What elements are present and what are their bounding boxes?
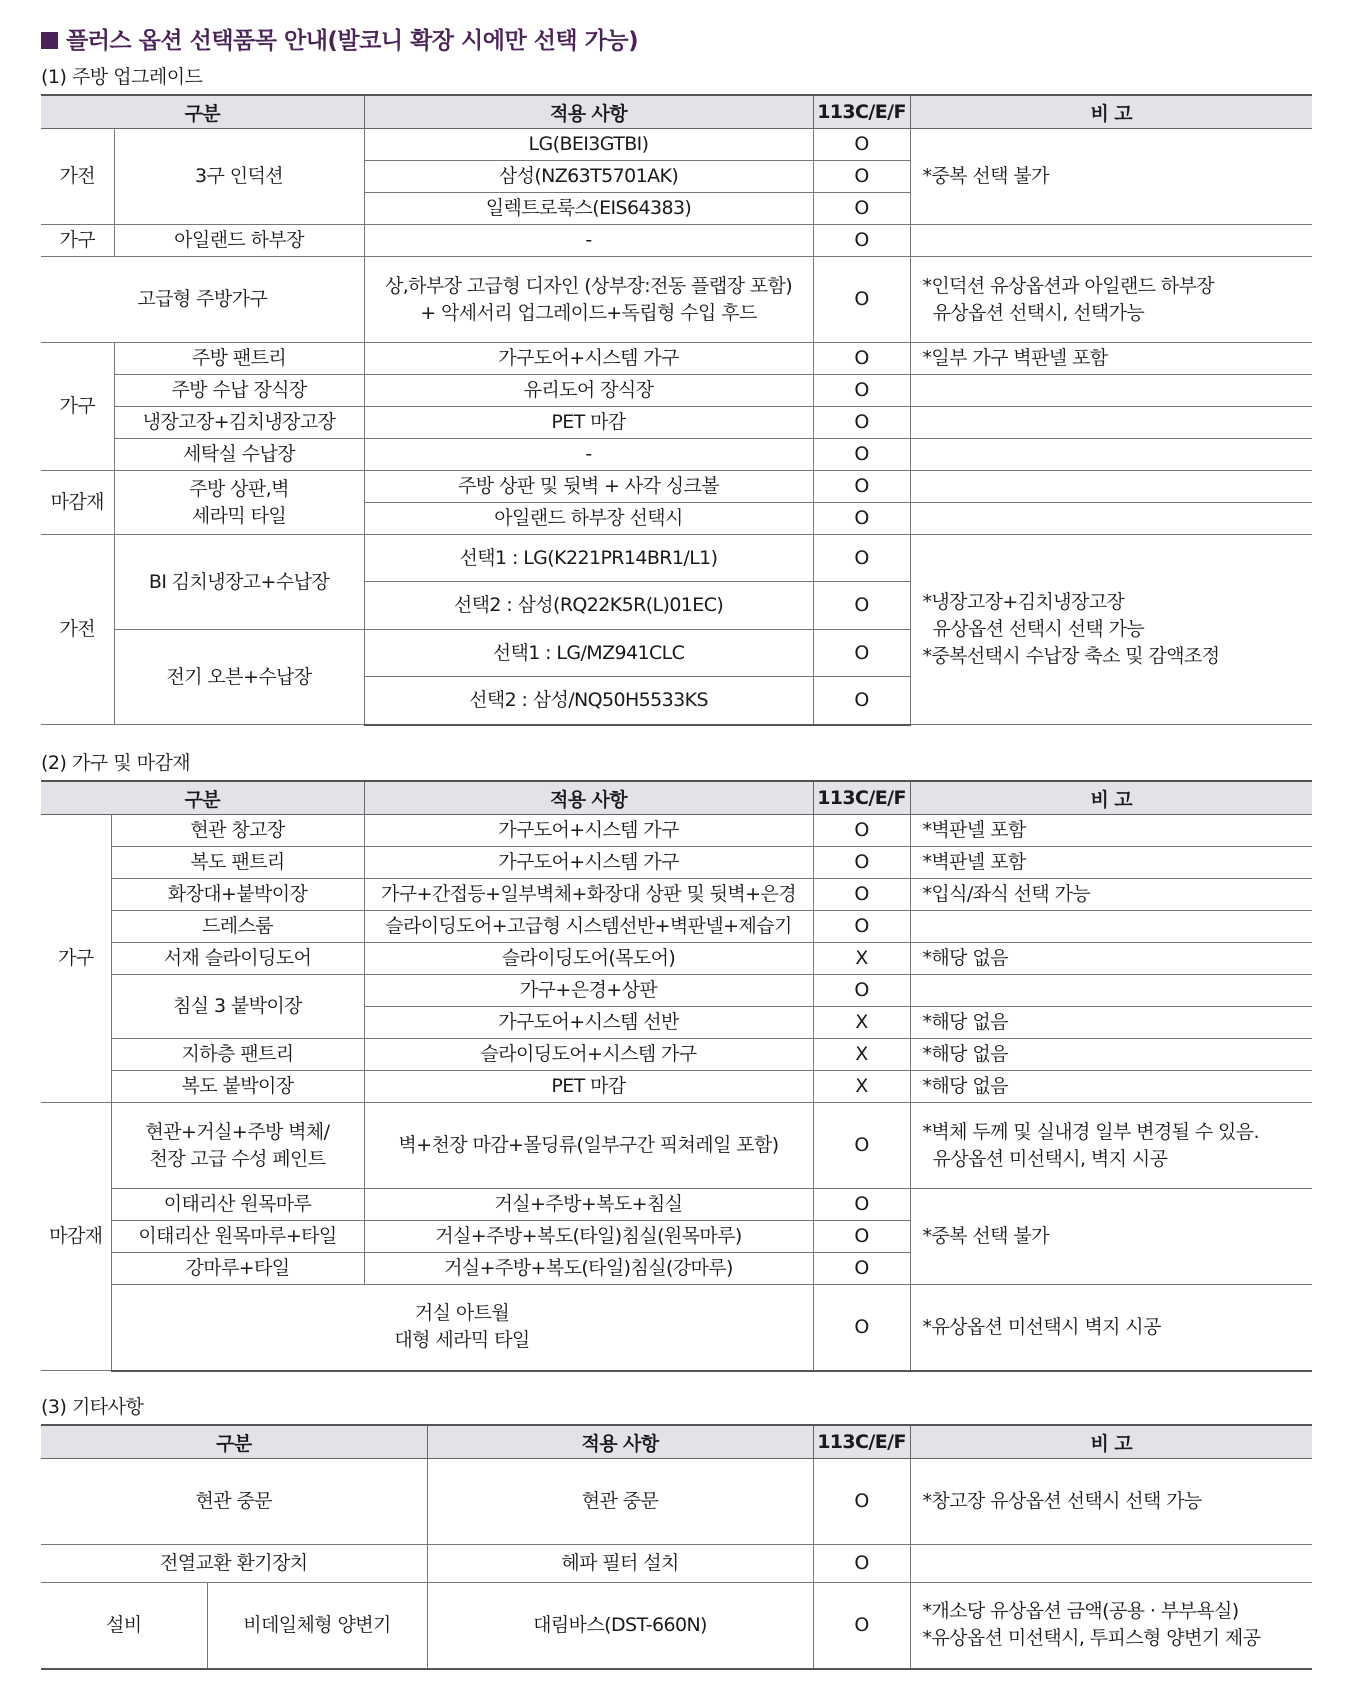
item-cell: 주방 수납 장식장 [114, 375, 364, 407]
note-cell: *창고장 유상옵션 선택시 선택 가능 [910, 1459, 1312, 1545]
item-cell: 침실 3 붙박이장 [111, 975, 364, 1039]
table-row [41, 439, 1312, 471]
table-row [41, 975, 1312, 1007]
mark-cell: O [813, 582, 910, 630]
header-type: 113C/E/F [813, 95, 910, 129]
header-gubun: 구분 [41, 1425, 427, 1459]
mark-cell: O [813, 129, 910, 161]
mark-cell: O [813, 1285, 910, 1371]
table-row [41, 471, 1312, 503]
apply-cell: 현관 중문 [427, 1459, 813, 1545]
note-cell: *냉장고장+김치냉장고장 유상옵션 선택시 선택 가능 *중복선택시 수납장 축소 및 감액조정 [910, 535, 1312, 725]
header-note: 비 고 [910, 781, 1312, 815]
mark-cell: O [813, 471, 910, 503]
item-cell: 아일랜드 하부장 [114, 225, 364, 257]
header-note: 비 고 [910, 1425, 1312, 1459]
item-cell: 전열교환 환기장치 [41, 1545, 427, 1583]
note-cell [910, 911, 1312, 943]
note-cell [910, 375, 1312, 407]
table-row [41, 1071, 1312, 1103]
apply-cell: 벽+천장 마감+몰딩류(일부구간 픽쳐레일 포함) [364, 1103, 813, 1189]
table-row [41, 1545, 1312, 1583]
header-apply: 적용 사항 [364, 781, 813, 815]
apply-cell: PET 마감 [364, 1071, 813, 1103]
apply-cell: 거실+주방+복도(타일)침실(원목마루) [364, 1221, 813, 1253]
apply-cell: 가구도어+시스템 선반 [364, 1007, 813, 1039]
category-cell: 마감재 [41, 471, 114, 535]
note-cell: *해당 없음 [910, 1039, 1312, 1071]
kitchen-upgrade-table [41, 94, 1312, 726]
header-note: 비 고 [910, 95, 1312, 129]
note-cell: *개소당 유상옵션 금액(공용 · 부부욕실) *유상옵션 미선택시, 투피스형 양변기 제공 [910, 1583, 1312, 1669]
note-cell: *인덕션 유상옵션과 아일랜드 하부장 유상옵션 선택시, 선택가능 [910, 257, 1312, 343]
note-cell: *유상옵션 미선택시 벽지 시공 [910, 1285, 1312, 1371]
apply-cell: 거실+주방+복도(타일)침실(강마루) [364, 1253, 813, 1285]
category-cell: 설비 [41, 1583, 207, 1669]
header-apply: 적용 사항 [364, 95, 813, 129]
item-cell: 현관+거실+주방 벽체/ 천장 고급 수성 페인트 [111, 1103, 364, 1189]
item-cell: 거실 아트월 대형 세라믹 타일 [111, 1285, 813, 1371]
header-apply: 적용 사항 [427, 1425, 813, 1459]
apply-cell: LG(BEI3GTBI) [364, 129, 813, 161]
item-cell: 현관 창고장 [111, 815, 364, 847]
apply-cell: 선택2 : 삼성/NQ50H5533KS [364, 677, 813, 725]
item-cell: 세탁실 수납장 [114, 439, 364, 471]
note-cell: *중복 선택 불가 [910, 1189, 1312, 1285]
apply-cell: 아일랜드 하부장 선택시 [364, 503, 813, 535]
mark-cell: O [813, 1189, 910, 1221]
apply-cell: 슬라이딩도어+시스템 가구 [364, 1039, 813, 1071]
mark-cell: O [813, 439, 910, 471]
apply-cell: 선택1 : LG/MZ941CLC [364, 630, 813, 677]
item-cell: 냉장고장+김치냉장고장 [114, 407, 364, 439]
mark-cell: O [813, 1103, 910, 1189]
apply-cell: 헤파 필터 설치 [427, 1545, 813, 1583]
item-cell: BI 김치냉장고+수납장 [114, 535, 364, 630]
mark-cell: O [813, 1221, 910, 1253]
mark-cell: X [813, 1071, 910, 1103]
mark-cell: O [813, 343, 910, 375]
apply-cell: 상,하부장 고급형 디자인 (상부장:전동 플랩장 포함) + 악세서리 업그레이드+독립형 수입 후드 [364, 257, 813, 343]
mark-cell: X [813, 1007, 910, 1039]
apply-cell: 가구+간접등+일부벽체+화장대 상판 및 뒷벽+은경 [364, 879, 813, 911]
header-gubun: 구분 [41, 781, 364, 815]
table-row [41, 847, 1312, 879]
item-cell: 주방 팬트리 [114, 343, 364, 375]
item-cell: 드레스룸 [111, 911, 364, 943]
table-row [41, 943, 1312, 975]
furniture-finish-table [41, 780, 1312, 1372]
note-cell: *해당 없음 [910, 1071, 1312, 1103]
note-cell: *일부 가구 벽판넬 포함 [910, 343, 1312, 375]
item-cell: 복도 팬트리 [111, 847, 364, 879]
mark-cell: O [813, 503, 910, 535]
table-row [41, 1285, 1312, 1371]
section-1-heading: (1) 주방 업그레이드 [41, 66, 203, 88]
item-cell: 주방 상판,벽 세라믹 타일 [114, 471, 364, 535]
apply-cell: PET 마감 [364, 407, 813, 439]
mark-cell: O [813, 911, 910, 943]
mark-cell: O [813, 847, 910, 879]
note-cell: *벽체 두께 및 실내경 일부 변경될 수 있음. 유상옵션 미선택시, 벽지 시공 [910, 1103, 1312, 1189]
note-cell: *해당 없음 [910, 1007, 1312, 1039]
table-row [41, 1459, 1312, 1545]
table-row [41, 535, 1312, 582]
table-row [41, 1103, 1312, 1189]
note-cell [910, 471, 1312, 503]
apply-cell: 선택2 : 삼성(RQ22K5R(L)01EC) [364, 582, 813, 630]
table-row [41, 879, 1312, 911]
item-cell: 이태리산 원목마루 [111, 1189, 364, 1221]
mark-cell: O [813, 677, 910, 725]
item-cell: 강마루+타일 [111, 1253, 364, 1285]
mark-cell: O [813, 630, 910, 677]
apply-cell: 가구+은경+상판 [364, 975, 813, 1007]
note-cell [910, 1545, 1312, 1583]
mark-cell: O [813, 1583, 910, 1669]
mark-cell: O [813, 193, 910, 225]
note-cell [910, 439, 1312, 471]
table-row [41, 1189, 1312, 1221]
apply-cell: 주방 상판 및 뒷벽 + 사각 싱크볼 [364, 471, 813, 503]
table-row [41, 129, 1312, 161]
apply-cell: 유리도어 장식장 [364, 375, 813, 407]
note-cell: *벽판넬 포함 [910, 847, 1312, 879]
square-bullet-icon [41, 32, 58, 49]
item-cell: 서재 슬라이딩도어 [111, 943, 364, 975]
table-header-row [41, 1425, 1312, 1459]
item-cell: 3구 인덕션 [114, 129, 364, 225]
note-cell [910, 503, 1312, 535]
note-cell: *해당 없음 [910, 943, 1312, 975]
mark-cell: O [813, 1253, 910, 1285]
apply-cell: 슬라이딩도어+고급형 시스템선반+벽판넬+제습기 [364, 911, 813, 943]
mark-cell: O [813, 407, 910, 439]
page-title: 플러스 옵션 선택품목 안내(발코니 확장 시에만 선택 가능) [41, 22, 638, 55]
category-cell: 가구 [41, 815, 111, 1103]
section-3-heading: (3) 기타사항 [41, 1396, 144, 1418]
item-cell: 비데일체형 양변기 [207, 1583, 427, 1669]
apply-cell: 가구도어+시스템 가구 [364, 343, 813, 375]
other-items-table [41, 1424, 1312, 1670]
note-cell: *벽판넬 포함 [910, 815, 1312, 847]
section-2-heading: (2) 가구 및 마감재 [41, 752, 191, 774]
apply-cell: 일렉트로룩스(EIS64383) [364, 193, 813, 225]
apply-cell: - [364, 225, 813, 257]
table-row [41, 911, 1312, 943]
category-cell: 가전 [41, 535, 114, 725]
item-cell: 전기 오븐+수납장 [114, 630, 364, 725]
category-cell: 가전 [41, 129, 114, 225]
mark-cell: O [813, 815, 910, 847]
table-row [41, 815, 1312, 847]
apply-cell: 가구도어+시스템 가구 [364, 815, 813, 847]
apply-cell: 거실+주방+복도+침실 [364, 1189, 813, 1221]
apply-cell: 슬라이딩도어(목도어) [364, 943, 813, 975]
mark-cell: O [813, 225, 910, 257]
header-type: 113C/E/F [813, 781, 910, 815]
table-row [41, 257, 1312, 343]
apply-cell: 대림바스(DST-660N) [427, 1583, 813, 1669]
note-cell: *입식/좌식 선택 가능 [910, 879, 1312, 911]
item-cell: 복도 붙박이장 [111, 1071, 364, 1103]
item-cell: 이태리산 원목마루+타일 [111, 1221, 364, 1253]
mark-cell: X [813, 943, 910, 975]
note-cell [910, 225, 1312, 257]
mark-cell: O [813, 257, 910, 343]
table-row [41, 1039, 1312, 1071]
header-type: 113C/E/F [813, 1425, 910, 1459]
mark-cell: O [813, 879, 910, 911]
mark-cell: O [813, 375, 910, 407]
mark-cell: O [813, 1545, 910, 1583]
apply-cell: 삼성(NZ63T5701AK) [364, 161, 813, 193]
mark-cell: X [813, 1039, 910, 1071]
item-cell: 지하층 팬트리 [111, 1039, 364, 1071]
note-cell [910, 407, 1312, 439]
note-cell: *중복 선택 불가 [910, 129, 1312, 225]
item-cell: 고급형 주방가구 [41, 257, 364, 343]
apply-cell: - [364, 439, 813, 471]
table-row [41, 375, 1312, 407]
category-cell: 가구 [41, 343, 114, 471]
category-cell: 가구 [41, 225, 114, 257]
table-row [41, 343, 1312, 375]
table-row [41, 225, 1312, 257]
item-cell: 현관 중문 [41, 1459, 427, 1545]
table-row [41, 407, 1312, 439]
mark-cell: O [813, 161, 910, 193]
category-cell: 마감재 [41, 1103, 111, 1371]
mark-cell: O [813, 1459, 910, 1545]
mark-cell: O [813, 975, 910, 1007]
note-cell [910, 975, 1312, 1007]
apply-cell: 선택1 : LG(K221PR14BR1/L1) [364, 535, 813, 582]
mark-cell: O [813, 535, 910, 582]
apply-cell: 가구도어+시스템 가구 [364, 847, 813, 879]
table-header-row [41, 95, 1312, 129]
table-header-row [41, 781, 1312, 815]
item-cell: 화장대+붙박이장 [111, 879, 364, 911]
header-gubun: 구분 [41, 95, 364, 129]
table-row [41, 1583, 1312, 1669]
